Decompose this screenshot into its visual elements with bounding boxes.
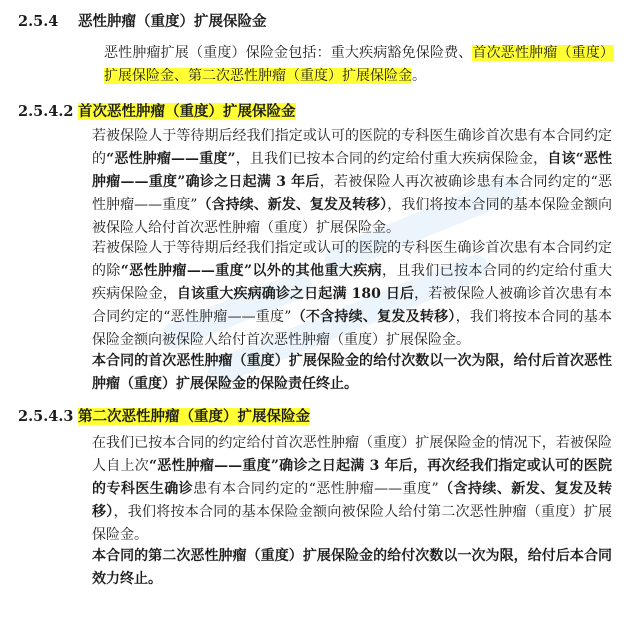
body-text: 恶性肿瘤扩展（重度）保险金包括：重大疾病豁免保险费、 [104, 45, 473, 61]
highlighted-text: 首次恶性肿瘤（重度）扩展保险金、第二次恶性肿瘤（重度）扩展保险金 [104, 45, 615, 84]
section-number: 2.5.4.2 [18, 103, 74, 120]
bold-text: （含持续、新发、复发及转移） [197, 197, 388, 213]
bold-text: “恶性肿瘤——重度” [106, 151, 236, 167]
body-text: ，若被保险人再次被确诊患有本合同约定的“恶性肿瘤——重度” [92, 174, 613, 213]
body-text: ，且我们已按本合同的约定给付重大疾病保险金， [235, 151, 548, 167]
paragraph [92, 237, 612, 352]
section-title: 第二次恶性肿瘤（重度）扩展保险金 [78, 408, 310, 425]
section-heading-2-5-4-2 [18, 100, 296, 121]
body-text: ，我们将按本合同的基本保险金额向被保险人给付首次恶性肿瘤（重度）扩展保险金。 [92, 309, 613, 348]
bold-text: 自该“恶性肿瘤——重度”确诊之日起满 3 年后 [92, 151, 613, 190]
body-text: 在我们已按本合同的约定给付首次恶性肿瘤（重度）扩展保险金的情况下，若被保险人自上次 [92, 435, 612, 474]
section-title: 恶性肿瘤（重度）扩展保险金 [78, 13, 267, 30]
bold-text: （含持续、新发、复发及转移） [92, 481, 612, 520]
body-text: 若被保险人于等待期后经我们指定或认可的医院的专科医生确诊首次患有本合同约定的 [92, 128, 612, 167]
paragraph-bold: 本合同的首次恶性肿瘤（重度）扩展保险金的给付次数以一次为限，给付后首次恶性肿瘤（重度）扩展保险金的保险责任终止。 [92, 353, 612, 392]
body-text: ，我们将按本合同的基本保险金额向被保险人给付首次恶性肿瘤（重度）扩展保险金。 [92, 197, 612, 236]
body-text: ，若被保险人被确诊首次患有本合同约定的“恶性肿瘤——重度” [92, 286, 613, 325]
section-number: 2.5.4 [18, 13, 59, 30]
section-title: 首次恶性肿瘤（重度）扩展保险金 [78, 103, 296, 120]
paragraph [92, 125, 612, 240]
section-heading-2-5-4-3 [18, 405, 310, 426]
paragraph [92, 432, 612, 547]
section-heading-2-5-4 [18, 10, 267, 31]
section-number: 2.5.4.3 [18, 408, 74, 425]
body-text: ，我们将按本合同的基本保险金额向被保险人给付第二次恶性肿瘤（重度）扩展保险金。 [92, 504, 612, 543]
bold-text: 自该重大疾病确诊之日起满 180 日后 [176, 286, 415, 302]
bold-text: （不含持续、复发及转移） [291, 309, 456, 325]
body-text: 。 [412, 68, 426, 84]
paragraph-bold: 本合同的第二次恶性肿瘤（重度）扩展保险金的给付次数以一次为限，给付后本合同效力终止。 [92, 548, 612, 587]
body-text: ，且我们已按本合同的约定给付重大疾病保险金， [92, 263, 612, 302]
section-2-5-4-body [104, 42, 614, 88]
body-text: 若被保险人于等待期后经我们指定或认可的医院的专科医生确诊首次患有本合同约定的除 [92, 240, 612, 279]
bold-text: “恶性肿瘤——重度”以外的其他重大疾病 [120, 263, 383, 279]
body-text: 患有本合同约定的“恶性肿瘤——重度” [193, 481, 439, 497]
bold-text: “恶性肿瘤——重度”确诊之日起满 3 年后，再次经我们指定或认可的医院的专科医生确诊 [92, 458, 613, 497]
